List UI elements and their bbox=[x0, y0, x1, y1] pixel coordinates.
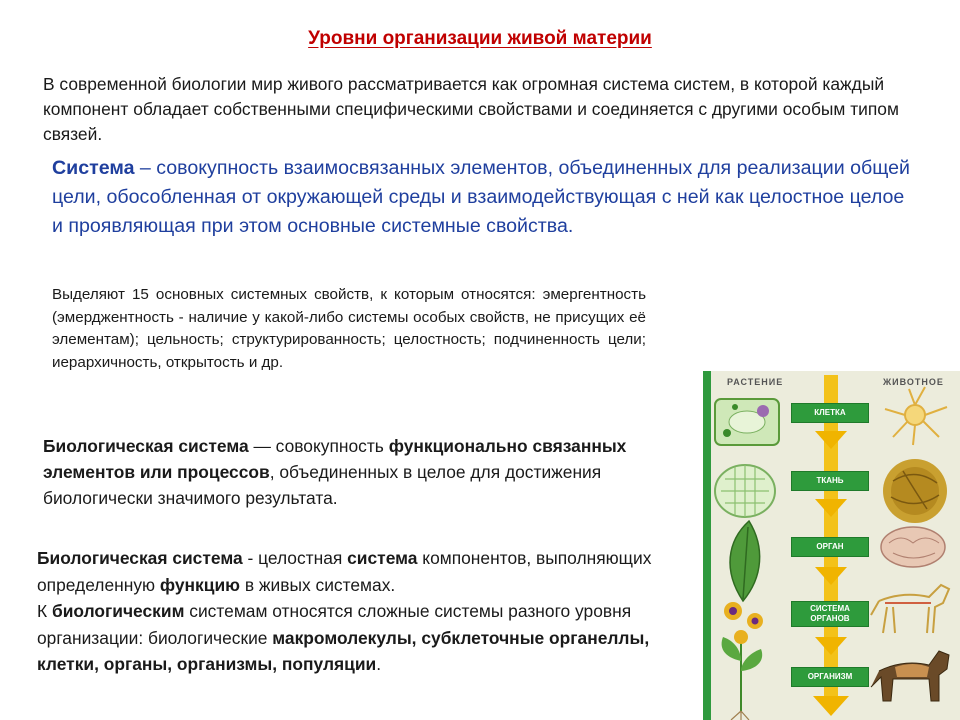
system-term: Система bbox=[52, 157, 135, 179]
bio2-bold-bio: биологическим bbox=[51, 601, 185, 621]
animal-tissue-icon bbox=[883, 459, 947, 523]
bio1-text-b: , объединенных в целое для достижения биологически значимого результата. bbox=[43, 462, 602, 508]
bio1-term: Биологическая система bbox=[43, 436, 249, 456]
left-border-bar bbox=[703, 371, 711, 720]
stage-organ: ОРГАН bbox=[791, 537, 869, 557]
bio2-bold-list: макромолекулы, субклеточные органеллы, клетки, органы, организмы, популяции bbox=[37, 627, 650, 674]
dog-system-icon bbox=[871, 585, 949, 633]
bio2-text-a: - целостная bbox=[242, 548, 348, 568]
neuron-icon bbox=[885, 387, 947, 445]
system-properties-paragraph: Выделяют 15 основных системных свойств, к которым относятся: эмергентность (эмерджентность - наличие у какой-либо системы особых свойств, не присущих её элементам); цельность; структурированность; целостность; подчиненность цели; иерархичность, открытость и др. bbox=[52, 286, 646, 371]
stage-tissue: ТКАНЬ bbox=[791, 471, 869, 491]
brain-icon bbox=[881, 527, 945, 567]
plant-organism-icon bbox=[722, 630, 763, 720]
stage-cell: КЛЕТКА bbox=[791, 403, 869, 423]
stage-organism: ОРГАНИЗМ bbox=[791, 667, 869, 687]
leaf-icon bbox=[730, 521, 760, 601]
system-definition-text: – совокупность взаимосвязанных элементов, объединенных для реализации общей цели, обособленная от окружающей среды и взаимодействующая с ней как целостное целое и проявляющая при этом основные системные свойства. bbox=[52, 157, 910, 237]
bio1-text-a: — совокупность bbox=[248, 436, 389, 456]
bio2-text-b: компонентов, выполняющих определенную bbox=[37, 548, 652, 595]
bio-system-definition-2 bbox=[37, 545, 677, 678]
organization-levels-illustration bbox=[703, 371, 960, 720]
bio2-text-e: системам относятся сложные системы разного уровня организации: биологические bbox=[37, 601, 632, 648]
dog-icon bbox=[871, 651, 949, 701]
plant-cell-icon bbox=[715, 399, 779, 445]
system-definition bbox=[52, 154, 912, 241]
bio2-bold-function: функцию bbox=[159, 574, 240, 595]
flowers-icon bbox=[724, 602, 763, 629]
intro-paragraph: В современной биологии мир живого рассматривается как огромная система систем, в которой каждый компонент обладает собственными специфическими свойствами и соединяется с другими особым типом связей. bbox=[43, 74, 899, 144]
arrow-head bbox=[813, 696, 849, 716]
bio2-term: Биологическая система bbox=[37, 548, 243, 568]
bio-system-definition-1 bbox=[43, 433, 643, 511]
bio2-bold-system: система bbox=[347, 548, 418, 568]
bio2-text-end: . bbox=[376, 654, 382, 674]
column-header-plant: РАСТЕНИЕ bbox=[727, 377, 784, 387]
plant-tissue-icon bbox=[715, 465, 775, 517]
page-title: Уровни организации живой материи bbox=[308, 28, 652, 49]
bio2-text-d: К bbox=[37, 601, 52, 621]
bio1-bold-phrase: функционально связанных элементов или процессов bbox=[43, 436, 627, 482]
column-header-animal: ЖИВОТНОЕ bbox=[883, 377, 944, 387]
stage-organ-system: СИСТЕМА ОРГАНОВ bbox=[791, 601, 869, 627]
bio2-text-c: в живых системах. bbox=[240, 574, 396, 595]
